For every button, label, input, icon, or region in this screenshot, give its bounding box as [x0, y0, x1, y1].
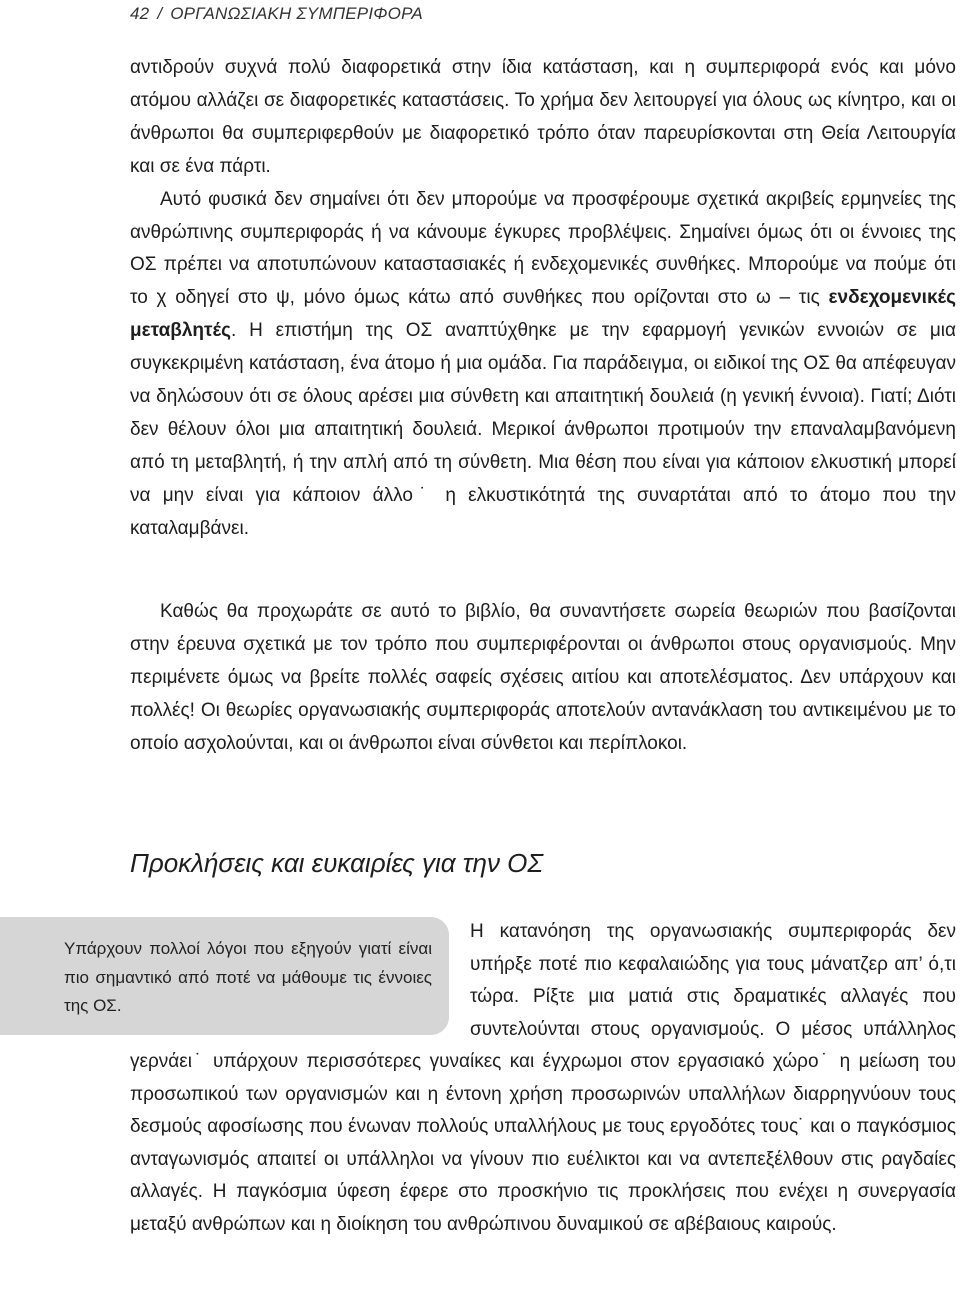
- body-text-upper: [130, 52, 956, 546]
- paragraph-contingency: [130, 184, 956, 546]
- body-text-lower: [130, 916, 956, 1241]
- key-term: ενδεχομενικές μεταβλητές: [130, 287, 957, 342]
- paragraph-text: Αυτό φυσικά δεν σημαίνει ότι δεν μπορούμε να προσφέρουμε σχετικά ακριβείς ερμηνείες της ανθρώπινης συμπεριφοράς ή να κάνουμε έγκυρες προβλέψεις. Σημαίνει όμως ότι οι έννοιες της ΟΣ πρέπει να αποτυπώνουν καταστασιακές ή ενδεχομενικές συνθήκες. Μπορούμε να πούμε ότι το χ οδηγεί στο ψ, μόνο όμως κάτω από συνθήκες που ορίζονται στο ω – τις: [130, 188, 956, 309]
- body-text-middle: [130, 596, 956, 761]
- paragraph-continuation: αντιδρούν συχνά πολύ διαφορετικά στην ίδια κατάσταση, και η συμπεριφορά ενός και μόνο ατόμου αλλάζει σε διαφορετικές καταστάσεις. Το χρήμα δεν λειτουργεί για όλους ως κίνητρο, και οι άνθρωποι θα συμπεριφερθούν με διαφορετικό τρόπο όταν παρευρίσκονται στη Θεία Λειτουργία και σε ένα πάρτι.: [130, 57, 956, 177]
- paragraph-theories: Καθώς θα προχωράτε σε αυτό το βιβλίο, θα συναντήσετε σωρεία θεωριών που βασίζονται στην έρευνα σχετικά με τον τρόπο που συμπεριφέρονται οι άνθρωποι στους οργανισμούς. Μην περιμένετε όμως να βρείτε πολλές σαφείς σχέσεις αιτίου και αποτελέσματος. Δεν υπάρχουν και πολλές! Οι θεωρίες οργανωσιακής συμπεριφοράς αποτελούν αντανάκλαση του αντικειμένου με το οποίο ασχολούνται, και οι άνθρωποι είναι σύνθετοι και περίπλοκοι.: [130, 601, 956, 754]
- margin-note-text: Υπάρχουν πολλοί λόγοι που εξηγούν γιατί είναι πιο σημαντικό από ποτέ να μάθουμε τις έννοιες της ΟΣ.: [64, 939, 432, 1015]
- page-number: 42: [130, 4, 150, 23]
- running-header: [130, 4, 423, 24]
- paragraph-text: . Η επιστήμη της ΟΣ αναπτύχθηκε με την εφαρμογή γενικών εννοιών σε μια συγκεκριμένη κατάσταση, ένα άτομο ή μια ομάδα. Για παράδειγμα, οι ειδικοί της ΟΣ θα απέφευγαν να δηλώσουν ότι σε όλους αρέσει μια σύνθετη και απαιτητική δουλειά (η γενική έννοια). Γιατί; Διότι δεν θέλουν όλοι μια απαιτητική δουλειά. Μερικοί άνθρωποι προτιμούν την επαναλαμβανόμενη από τη μεταβλητή, ή την απλή από τη σύνθετη. Μια θέση που είναι για κάποιον ελκυστική μπορεί να μην είναι για κάποιον άλλο˙ η ελκυστικότητά της συναρτάται από το άτομο που την καταλαμβάνει.: [130, 320, 956, 539]
- paragraph-challenges: Η κατανόηση της οργανωσιακής συμπεριφοράς δεν υπήρξε ποτέ πιο κεφαλαιώδης για τους μάνατζερ απ’ ό,τι τώρα. Ρίξτε μια ματιά στις δραματικές αλλαγές που συντελούνται στους οργανισμούς. Ο μέσος υπάλληλος γερνάει˙ υπάρχουν περισσότερες γυναίκες και έγχρωμοι στον εργασιακό χώρο˙ η μείωση του προσωπικού των οργανισμών και η έντονη χρήση προσωρινών υπαλλήλων διαρρηγνύουν τους δεσμούς αφοσίωσης που ένωναν πολλούς υπαλλήλους με τους εργοδότες τους˙ και ο παγκόσμιος ανταγωνισμός απαιτεί οι υπάλληλοι να γίνουν πιο ευέλικτοι και να αντεπεξέλθουν στις ραγδαίες αλλαγές. Η παγκόσμια ύφεση έφερε στο προσκήνιο τις προκλήσεις που ενέχει η συνεργασία μεταξύ ανθρώπων και η διοίκηση του ανθρώπινου δυναμικού σε αβέβαιους καιρούς.: [130, 921, 956, 1235]
- section-title: Προκλήσεις και ευκαιρίες για την ΟΣ: [130, 848, 543, 878]
- float-spacer: [130, 916, 470, 1044]
- header-separator: /: [157, 4, 163, 23]
- chapter-title: ΟΡΓΑΝΩΣΙΑΚΗ ΣΥΜΠΕΡΙΦΟΡΑ: [170, 4, 423, 23]
